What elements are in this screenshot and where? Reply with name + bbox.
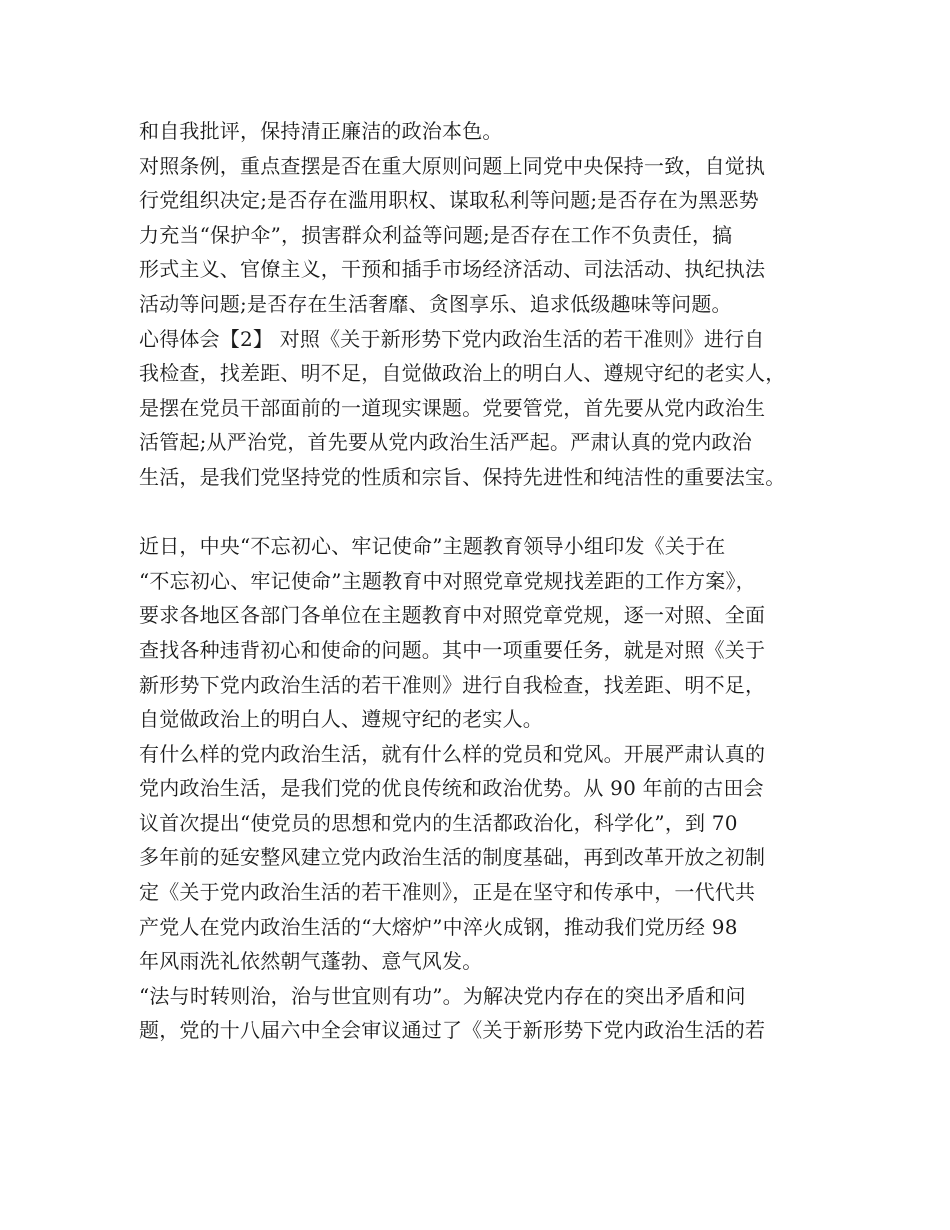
text-line: 定《关于党内政治生活的若干准则》，正是在坚守和传承中，一代代共 (139, 880, 756, 905)
text-line: 年风雨洗礼依然朝气蓬勃、意气风发。 (139, 949, 483, 974)
text-line: 有什么样的党内政治生活，就有什么样的党员和党风。开展严肃认真的 (139, 741, 766, 766)
text-line: 心得体会【2】 对照《关于新形势下党内政治生活的若干准则》进行自 (139, 326, 765, 351)
text-line: 活动等问题;是否存在生活奢靡、贪图享乐、追求低级趣味等问题。 (139, 291, 732, 316)
text-line: 要求各地区各部门各单位在主题教育中对照党章党规，逐一对照、全面 (139, 603, 766, 628)
text-line: 活管起;从严治党，首先要从党内政治生活严起。严肃认真的党内政治 (139, 430, 752, 455)
text-line: 查找各种违背初心和使命的问题。其中一项重要任务，就是对照《关于 (139, 637, 766, 662)
text-line: 形式主义、官僚主义，干预和插手市场经济活动、司法活动、执纪执法 (139, 257, 766, 282)
text-line: 自觉做政治上的明白人、遵规守纪的老实人。 (139, 707, 543, 732)
text-line: 我检查，找差距、明不足，自觉做政治上的明白人、遵规守纪的老实人， (139, 361, 786, 386)
text-line: 题，党的十八届六中全会审议通过了《关于新形势下党内政治生活的若 (139, 1018, 766, 1043)
text-line: “法与时转则治，治与世宜则有功”。为解决党内存在的突出矛盾和问 (139, 983, 746, 1008)
document-body (139, 114, 829, 1048)
text-line: 力充当“保护伞”，损害群众利益等问题;是否存在工作不负责任，搞 (139, 222, 733, 247)
text-line: 生活，是我们党坚持党的性质和宗旨、保持先进性和纯洁性的重要法宝。 (139, 464, 786, 489)
text-line: 产党人在党内政治生活的“大熔炉”中淬火成钢，推动我们党历经 98 (139, 914, 738, 939)
text-line: 多年前的延安整风建立党内政治生活的制度基础，再到改革开放之初制 (139, 845, 766, 870)
text-line: 新形势下党内政治生活的若干准则》进行自我检查，找差距、明不足， (139, 672, 766, 697)
paragraph-gap (139, 495, 829, 530)
text-line: 党内政治生活，是我们党的优良传统和政治优势。从 90 年前的古田会 (139, 776, 764, 801)
text-line: “不忘初心、牢记使命”主题教育中对照党章党规找差距的工作方案》， (139, 568, 756, 593)
text-line: 近日，中央“不忘初心、牢记使命”主题教育领导小组印发《关于在 (139, 534, 726, 559)
text-line: 对照条例，重点查摆是否在重大原则问题上同党中央保持一致，自觉执 (139, 153, 766, 178)
text-line: 议首次提出“使党员的思想和党内的生活都政治化，科学化”，到 70 (139, 810, 738, 835)
text-line: 和自我批评，保持清正廉洁的政治本色。 (139, 119, 503, 143)
text-line: 行党组织决定;是否存在滥用职权、谋取私利等问题;是否存在为黑恶势 (139, 188, 759, 213)
text-line: 是摆在党员干部面前的一道现实课题。党要管党，首先要从党内政治生 (139, 395, 766, 420)
